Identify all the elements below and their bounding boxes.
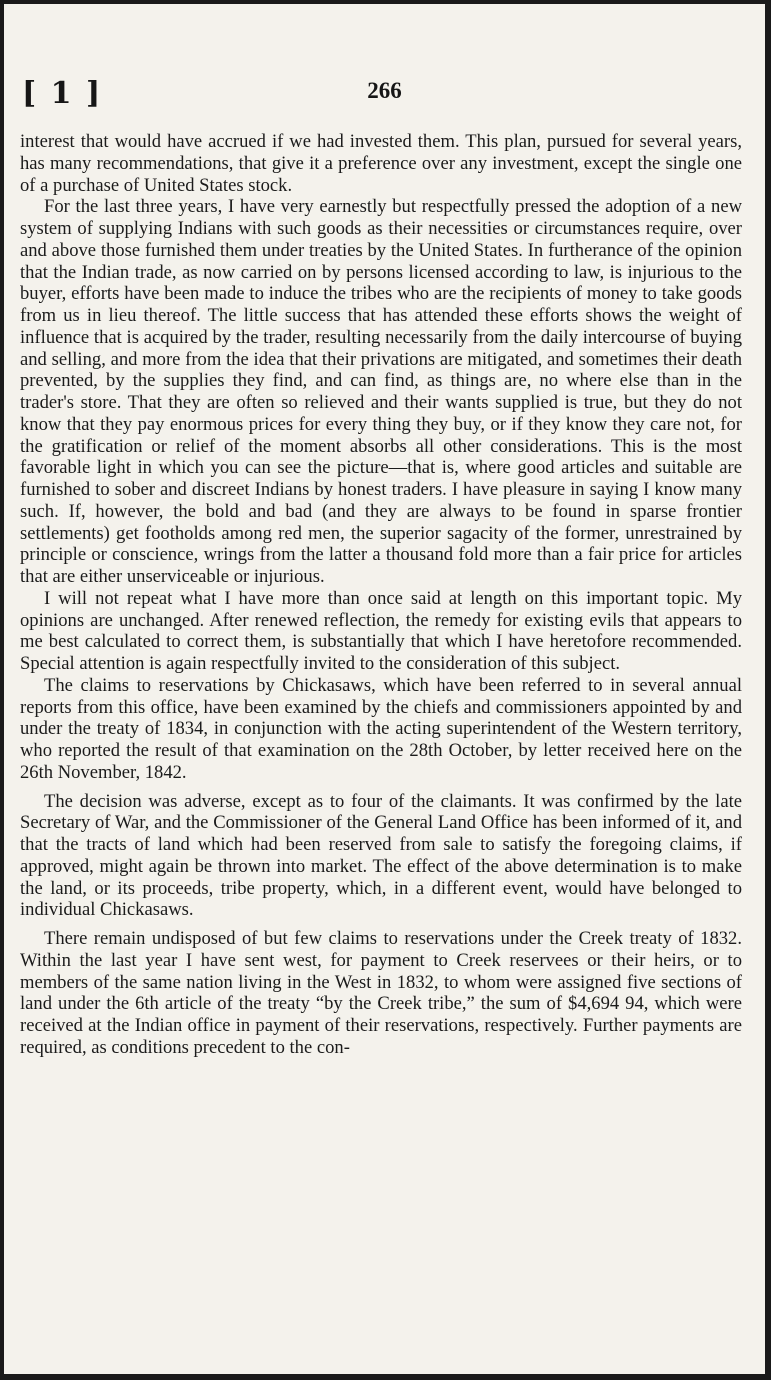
document-page [4,4,765,1374]
paragraph-indian-trade: For the last three years, I have very earnestly but respectfully pressed the adoption of a new system of supplying Indians with such goods as their necessities or circumstances require, over and above those furnished them under treaties by the United States. In furtherance of the opinion that the Indian trade, as now carried on by persons licensed according to law, is injurious to the buyer, efforts have been made to induce the tribes who are the recipients of money to take goods from us in lieu thereof. The little success that has attended these efforts shows the weight of influence that is acquired by the trader, resulting necessarily from the daily intercourse of buying and selling, and more from the idea that their privations are mitigated, and sometimes their death prevented, by the supplies they find, and can find, as things are, no where else than in the trader's store. That they are often so relieved and their wants supplied is true, but they do not know that they pay enormous prices for every thing they buy, or if they know they care not, for the gratification or relief of the moment absorbs all other considerations. This is the most favorable light in which you can see the picture—that is, where good articles and suitable are furnished to sober and discreet Indians by honest traders. I have pleasure in saying I know many such. If, however, the bold and bad (and they are always to be found in sparse frontier settlements) get footholds among red men, the superior sagacity of the former, unrestrained by principle or conscience, wrings from the latter a thousand fold more than a fair price for articles that are either unserviceable or injurious. [20,196,742,587]
paragraph-chickasaw-claims: The claims to reservations by Chickasaws, which have been referred to in several annual reports from this office, have been examined by the chiefs and commissioners appointed by and under the treaty of 1834, in conjunction with the acting superintendent of the Western territory, who reported the result of that examination on the 28th October, by letter received here on the 26th November, 1842. [20,674,742,783]
page-number: 266 [367,78,402,103]
paragraph-creek-treaty: There remain undisposed of but few claims to reservations under the Creek treaty of 1832. Within the last year I have sent west, for payment to Creek reservees or their heirs, or to members of the same nation living in the West in 1832, to whom were assigned five sections of land under the 6th article of the treaty “by the Creek tribe,” the sum of $4,694 94, which were received at the Indian office in payment of their reservations, respectively. Further payments are required, as conditions precedent to the con- [20,928,742,1058]
paragraph-important-topic: I will not repeat what I have more than once said at length on this important topic. My opinions are unchanged. After renewed reflection, the remedy for existing evils that appears to me best calculated to correct them, is substantially that which I have heretofore recommended. Special attention is again respectfully invited to the consideration of this subject. [20,587,742,674]
body-text [20,131,742,1059]
section-bracket: [ 1 ] [22,76,103,111]
paragraph-continued: interest that would have accrued if we had invested them. This plan, pursued for several years, has many recommendations, that give it a preference over any investment, except the single one of a purchase of United States stock. [20,131,742,196]
paragraph-decision: The decision was adverse, except as to four of the claimants. It was confirmed by the late Secretary of War, and the Commissioner of the General Land Office has been informed of it, and that the tracts of land which had been reserved from sale to satisfy the foregoing claims, if approved, might again be thrown into market. The effect of the above determination is to make the land, or its proceeds, tribe property, which, in a different event, would have belonged to individual Chickasaws. [20,790,742,921]
